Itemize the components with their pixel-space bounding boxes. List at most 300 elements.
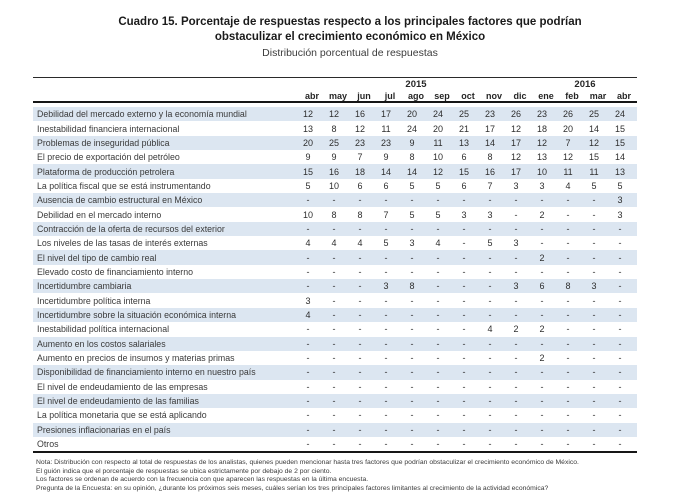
value-cell: 8 [565, 281, 571, 292]
value-cell: 3 [617, 209, 623, 220]
value-cell: - [592, 223, 596, 234]
value-cell: - [410, 439, 414, 450]
value-cell: 5 [435, 180, 441, 191]
value-cell: - [514, 195, 518, 206]
value-cell: - [358, 281, 362, 292]
table-row [33, 136, 637, 150]
factor-label: La política monetaria que se está aplicando [37, 410, 207, 421]
value-cell: - [592, 266, 596, 277]
value-cell: - [462, 281, 466, 292]
value-cell: 14 [484, 137, 495, 148]
value-cell: 4 [565, 180, 571, 191]
value-cell: 3 [617, 195, 623, 206]
value-cell: 11 [563, 166, 573, 177]
value-cell: - [358, 223, 362, 234]
factor-label: Ausencia de cambio estructural en México [37, 195, 203, 206]
value-cell: - [384, 338, 388, 349]
value-cell: - [358, 367, 362, 378]
value-cell: - [332, 309, 336, 320]
footnote-pregunta: Pregunta de la Encuesta: en su opinión, ¿durante los próximos seis meses, cuáles serían los tres principales factores limitantes al crecimiento de la actividad económica? [36, 484, 549, 492]
value-cell: - [358, 295, 362, 306]
factor-label: Problemas de inseguridad pública [37, 137, 170, 148]
table-row [33, 380, 637, 394]
value-cell: 7 [357, 152, 363, 163]
month-header: ago [407, 90, 424, 101]
value-cell: 12 [510, 123, 521, 134]
value-cell: 12 [536, 137, 547, 148]
value-cell: - [384, 324, 388, 335]
value-cell: - [618, 410, 622, 421]
value-cell: - [384, 439, 388, 450]
value-cell: - [592, 252, 596, 263]
footnote-factores: Los factores se ordenan de acuerdo con la frecuencia con que aparecen las respuestas en la última encuesta. [36, 476, 369, 484]
value-cell: 4 [305, 238, 311, 249]
value-cell: - [384, 295, 388, 306]
month-header: sep [434, 90, 450, 101]
value-cell: - [488, 309, 492, 320]
value-cell: - [618, 353, 622, 364]
value-cell: - [488, 195, 492, 206]
value-cell: - [332, 410, 336, 421]
value-cell: - [514, 209, 518, 220]
factor-label: El nivel de endeudamiento de las empresas [37, 381, 208, 392]
year-2016-header: 2016 [574, 79, 596, 90]
factor-label: Aumento en precios de insumos y materias primas [37, 353, 235, 364]
value-cell: 8 [409, 281, 415, 292]
value-cell: 6 [461, 180, 467, 191]
value-cell: - [462, 367, 466, 378]
value-cell: - [306, 410, 310, 421]
value-cell: - [540, 424, 544, 435]
factor-label: Inestabilidad política internacional [37, 324, 170, 335]
value-cell: - [488, 424, 492, 435]
value-cell: 8 [487, 152, 493, 163]
value-cell: - [332, 439, 336, 450]
value-cell: 2 [539, 324, 545, 335]
value-cell: - [306, 266, 310, 277]
value-cell: - [332, 424, 336, 435]
value-cell: - [540, 338, 544, 349]
value-cell: - [566, 353, 570, 364]
value-cell: - [462, 381, 466, 392]
value-cell: 4 [357, 238, 363, 249]
value-cell: - [332, 266, 336, 277]
value-cell: - [592, 209, 596, 220]
value-cell: - [592, 424, 596, 435]
value-cell: - [618, 424, 622, 435]
table-row [33, 337, 637, 351]
value-cell: - [436, 353, 440, 364]
value-cell: - [358, 309, 362, 320]
value-cell: - [566, 209, 570, 220]
value-cell: - [514, 223, 518, 234]
value-cell: - [566, 223, 570, 234]
value-cell: - [384, 396, 388, 407]
value-cell: - [410, 195, 414, 206]
value-cell: - [436, 410, 440, 421]
month-header: may [328, 90, 347, 101]
month-header: mar [589, 90, 607, 101]
value-cell: - [384, 252, 388, 263]
value-cell: 7 [487, 180, 493, 191]
value-cell: 15 [614, 123, 625, 134]
data-table [33, 77, 637, 453]
value-cell: 2 [539, 252, 545, 263]
value-cell: - [488, 367, 492, 378]
month-header: nov [485, 90, 502, 101]
value-cell: - [410, 295, 414, 306]
value-cell: 10 [432, 152, 443, 163]
factor-label: Contracción de la oferta de recursos del exterior [37, 223, 225, 234]
month-header: jul [384, 90, 396, 101]
value-cell: - [566, 295, 570, 306]
value-cell: - [514, 396, 518, 407]
value-cell: - [384, 195, 388, 206]
value-cell: 17 [510, 166, 521, 177]
month-header: oct [461, 90, 475, 101]
value-cell: 16 [354, 109, 365, 120]
value-cell: 3 [409, 238, 415, 249]
month-header: jun [357, 90, 371, 101]
table-row [33, 423, 637, 437]
value-cell: 26 [562, 109, 573, 120]
month-header: ene [538, 90, 554, 101]
value-cell: 6 [383, 180, 389, 191]
value-cell: - [358, 195, 362, 206]
value-cell: - [618, 281, 622, 292]
year-header-row [33, 77, 637, 90]
value-cell: - [410, 309, 414, 320]
value-cell: 13 [458, 137, 469, 148]
table-row [33, 207, 637, 221]
factor-label: Disponibilidad de financiamiento interno en nuestro país [37, 367, 256, 378]
table-row [33, 408, 637, 422]
value-cell: - [566, 338, 570, 349]
value-cell: - [462, 396, 466, 407]
value-cell: - [566, 396, 570, 407]
factor-label: La política fiscal que se está instrumentando [37, 180, 211, 191]
value-cell: - [410, 324, 414, 335]
value-cell: - [384, 424, 388, 435]
value-cell: 4 [435, 238, 441, 249]
value-cell: - [306, 252, 310, 263]
value-cell: 14 [406, 166, 417, 177]
value-cell: 25 [588, 109, 599, 120]
value-cell: 8 [331, 123, 337, 134]
value-cell: 7 [383, 209, 389, 220]
value-cell: 12 [562, 152, 573, 163]
month-header: feb [565, 90, 579, 101]
table-title-line1: Cuadro 15. Porcentaje de respuestas respecto a los principales factores que podrían [118, 16, 582, 28]
value-cell: - [488, 410, 492, 421]
value-cell: 3 [539, 180, 545, 191]
value-cell: - [332, 223, 336, 234]
value-cell: - [618, 238, 622, 249]
value-cell: 3 [305, 295, 311, 306]
footnote-nota: Nota: Distribución con respecto al total de respuestas de los analistas, quienes pueden mencionar hasta tres factores que podrían obstaculizar el crecimiento económico de México. [36, 459, 579, 466]
value-cell: 4 [331, 238, 337, 249]
value-cell: - [332, 252, 336, 263]
value-cell: 18 [536, 123, 547, 134]
table-row [33, 394, 637, 408]
value-cell: - [540, 396, 544, 407]
value-cell: - [488, 439, 492, 450]
value-cell: - [332, 353, 336, 364]
value-cell: - [540, 381, 544, 392]
value-cell: - [514, 338, 518, 349]
value-cell: - [436, 252, 440, 263]
value-cell: 14 [614, 152, 625, 163]
value-cell: - [436, 281, 440, 292]
value-cell: - [592, 439, 596, 450]
table-row [33, 365, 637, 379]
value-cell: - [592, 324, 596, 335]
value-cell: - [488, 252, 492, 263]
value-cell: - [514, 381, 518, 392]
table-row [33, 121, 637, 135]
value-cell: - [410, 367, 414, 378]
value-cell: 12 [328, 109, 339, 120]
factor-label: Debilidad en el mercado interno [37, 209, 162, 220]
value-cell: - [410, 410, 414, 421]
value-cell: - [306, 424, 310, 435]
value-cell: 10 [302, 209, 313, 220]
value-cell: - [436, 195, 440, 206]
table-row [33, 107, 637, 121]
value-cell: - [332, 381, 336, 392]
value-cell: - [462, 252, 466, 263]
value-cell: - [358, 266, 362, 277]
footnote-guion: El guión indica que el porcentaje de respuestas se ubica estrictamente por debajo de 2 por ciento. [36, 467, 332, 475]
value-cell: - [540, 410, 544, 421]
value-cell: - [462, 424, 466, 435]
value-cell: - [462, 195, 466, 206]
value-cell: 5 [617, 180, 623, 191]
value-cell: 9 [409, 137, 415, 148]
month-header-row [33, 90, 637, 103]
value-cell: - [540, 295, 544, 306]
value-cell: - [566, 252, 570, 263]
value-cell: - [592, 410, 596, 421]
value-cell: 13 [536, 152, 547, 163]
value-cell: 25 [458, 109, 469, 120]
factor-label: Incertidumbre política interna [37, 295, 151, 306]
value-cell: - [462, 324, 466, 335]
factor-label: Debilidad del mercado externo y la economía mundial [37, 109, 247, 120]
value-cell: - [566, 410, 570, 421]
value-cell: - [540, 238, 544, 249]
value-cell: - [462, 223, 466, 234]
value-cell: - [566, 367, 570, 378]
value-cell: - [358, 353, 362, 364]
table-row [33, 250, 637, 264]
value-cell: 17 [380, 109, 391, 120]
value-cell: - [488, 381, 492, 392]
value-cell: 21 [458, 123, 469, 134]
value-cell: 2 [513, 324, 519, 335]
table-row [33, 279, 637, 293]
value-cell: - [514, 309, 518, 320]
value-cell: - [384, 266, 388, 277]
table-row [33, 179, 637, 193]
value-cell: 8 [331, 209, 337, 220]
value-cell: 23 [484, 109, 495, 120]
table-title [0, 0, 700, 44]
value-cell: - [436, 396, 440, 407]
table-row [33, 437, 637, 451]
value-cell: - [358, 381, 362, 392]
value-cell: - [514, 353, 518, 364]
value-cell: - [540, 367, 544, 378]
value-cell: - [540, 266, 544, 277]
factor-label: El precio de exportación del petróleo [37, 152, 180, 163]
value-cell: - [592, 338, 596, 349]
value-cell: 13 [614, 166, 625, 177]
value-cell: 23 [536, 109, 547, 120]
value-cell: - [358, 252, 362, 263]
value-cell: - [462, 410, 466, 421]
table-row [33, 322, 637, 336]
value-cell: 6 [539, 281, 545, 292]
table-row [33, 308, 637, 322]
value-cell: 8 [409, 152, 415, 163]
value-cell: - [488, 281, 492, 292]
value-cell: - [488, 396, 492, 407]
value-cell: 23 [380, 137, 391, 148]
value-cell: - [384, 223, 388, 234]
value-cell: 20 [406, 109, 417, 120]
value-cell: - [332, 281, 336, 292]
value-cell: 5 [409, 209, 415, 220]
value-cell: 3 [383, 281, 389, 292]
value-cell: 3 [591, 281, 597, 292]
value-cell: 15 [588, 152, 599, 163]
value-cell: 26 [510, 109, 521, 120]
value-cell: - [358, 338, 362, 349]
value-cell: 24 [406, 123, 417, 134]
value-cell: - [462, 295, 466, 306]
value-cell: - [566, 381, 570, 392]
value-cell: - [332, 195, 336, 206]
value-cell: - [592, 195, 596, 206]
value-cell: - [410, 338, 414, 349]
value-cell: - [618, 266, 622, 277]
value-cell: - [488, 266, 492, 277]
value-cell: 5 [591, 180, 597, 191]
value-cell: 2 [539, 209, 545, 220]
value-cell: 4 [305, 309, 311, 320]
value-cell: 17 [484, 123, 495, 134]
table-body [33, 103, 637, 453]
footnotes [36, 459, 676, 493]
table-row [33, 164, 637, 178]
value-cell: 13 [302, 123, 313, 134]
value-cell: 15 [458, 166, 469, 177]
value-cell: - [436, 266, 440, 277]
value-cell: 2 [539, 353, 545, 364]
value-cell: 12 [588, 137, 599, 148]
value-cell: - [410, 396, 414, 407]
value-cell: - [488, 338, 492, 349]
factor-label: Elevado costo de financiamiento interno [37, 266, 193, 277]
value-cell: 11 [433, 137, 443, 148]
value-cell: - [384, 353, 388, 364]
value-cell: - [566, 195, 570, 206]
value-cell: - [514, 439, 518, 450]
value-cell: - [488, 223, 492, 234]
value-cell: 9 [305, 152, 311, 163]
value-cell: - [618, 324, 622, 335]
value-cell: 15 [302, 166, 313, 177]
value-cell: - [540, 195, 544, 206]
value-cell: - [618, 338, 622, 349]
factor-label: Presiones inflacionarias en el país [37, 424, 171, 435]
value-cell: - [566, 266, 570, 277]
table-row [33, 265, 637, 279]
value-cell: 12 [354, 123, 365, 134]
value-cell: - [358, 424, 362, 435]
value-cell: - [488, 295, 492, 306]
value-cell: - [384, 381, 388, 392]
value-cell: 23 [354, 137, 365, 148]
value-cell: - [436, 309, 440, 320]
value-cell: - [540, 223, 544, 234]
value-cell: 12 [432, 166, 443, 177]
value-cell: - [514, 266, 518, 277]
value-cell: - [566, 309, 570, 320]
value-cell: - [462, 238, 466, 249]
value-cell: 14 [380, 166, 391, 177]
value-cell: - [514, 424, 518, 435]
factor-label: Aumento en los costos salariales [37, 338, 166, 349]
value-cell: - [618, 309, 622, 320]
table-row [33, 351, 637, 365]
value-cell: 6 [461, 152, 467, 163]
value-cell: - [384, 309, 388, 320]
value-cell: - [384, 410, 388, 421]
value-cell: - [332, 367, 336, 378]
value-cell: 10 [328, 180, 339, 191]
value-cell: 11 [589, 166, 599, 177]
value-cell: - [306, 396, 310, 407]
value-cell: - [306, 353, 310, 364]
value-cell: 5 [487, 238, 493, 249]
value-cell: - [436, 295, 440, 306]
value-cell: - [540, 309, 544, 320]
value-cell: - [358, 324, 362, 335]
value-cell: - [410, 424, 414, 435]
value-cell: - [436, 439, 440, 450]
value-cell: 6 [357, 180, 363, 191]
value-cell: 16 [328, 166, 339, 177]
table-row [33, 150, 637, 164]
factor-label: Los niveles de las tasas de interés externas [37, 238, 208, 249]
value-cell: 24 [432, 109, 443, 120]
value-cell: 3 [513, 281, 519, 292]
value-cell: - [358, 410, 362, 421]
value-cell: - [566, 439, 570, 450]
value-cell: - [488, 353, 492, 364]
value-cell: - [592, 353, 596, 364]
value-cell: 12 [510, 152, 521, 163]
table-row [33, 293, 637, 307]
value-cell: - [358, 396, 362, 407]
factor-label: El nivel de endeudamiento de las familias [37, 396, 199, 407]
value-cell: - [410, 353, 414, 364]
value-cell: 3 [461, 209, 467, 220]
factor-label: Incertidumbre sobre la situación económica interna [37, 309, 237, 320]
value-cell: - [514, 252, 518, 263]
